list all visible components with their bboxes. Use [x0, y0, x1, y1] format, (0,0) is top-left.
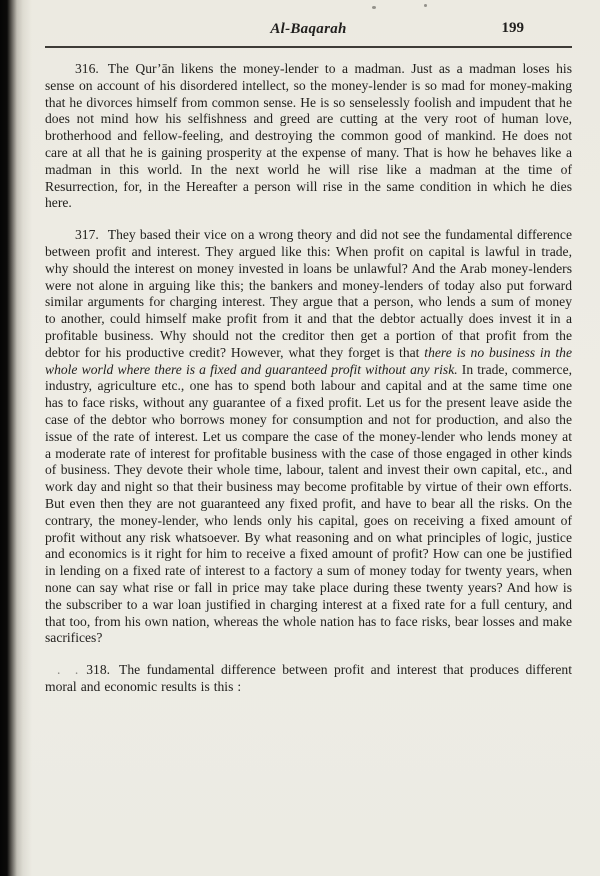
- page-number: 199: [501, 20, 524, 36]
- paragraph-text: The fundamental difference between profit and interest that produces different moral and economic results is this :: [45, 662, 572, 694]
- paragraph-number: 316.: [75, 61, 99, 76]
- paragraph-text: The Qur’ān likens the money-lender to a madman. Just as a madman loses his sense on account of his disordered intellect, so the money-lender is so mad for money-making that he divorces himself from common sense. He is so senselessly foolish and impudent that he does not mind how his selfishness and greed are cutting at the very root of human love, brotherhood and fellow-feeling, and destroying the common good of mankind. He does not care at all that he is gaining prosperity at the expense of many. That is how he behaves like a madman in this world. In the next world he will rise like a madman at the time of Resurrection, for, in the Hereafter a person will rise in the same condition in which he dies here.: [45, 61, 572, 211]
- page-content: [45, 20, 572, 696]
- paragraph-text: They based their vice on a wrong theory and did not see the fundamental difference between profit and interest. They argued like this: When profit on capital is lawful in trade, why should the interest on money invested in loans be unlawful? And the Arab money-lenders were not alone in arguing like this; the bankers and money-lenders of today also put forward similar arguments for charging interest. They argue that a person, who lends a sum of money to another, could himself make profit from it and that the debtor actually does invest it in a profitable business. Why should not the creditor then get a portion of that profit from the debtor for his productive credit? However, what they forget is that: [45, 227, 572, 360]
- italic-emphasis-text: there is no business in the whole world where there is a fixed and guaranteed profit without any risk.: [45, 344, 572, 377]
- paragraph-text: In trade, commerce, industry, agriculture etc., one has to spend both labour and capital and at the same time one has to face risks, without any guarantee of a fixed profit. Let us for the present leave aside the case of the debtor who borrows money for consumption and not for production, and also the issue of the rate of interest. Let us compare the case of the money-lender who lends money at a moderate rate of interest for profitable business with the case of those engaged in other kinds of business. They devote their whole time, labour, talent and invest their own capital, etc., and work day and night so that their business may become profitable by virtue of their own efforts. But even then they are not guaranteed any fixed profit, and have to bear all the risks. On the contrary, the money-lender, who lends only his capital, goes on receiving a fixed amount of profit without any risk whatsoever. By what reasoning and on what principles of logic, justice and economics is it right for him to receive a fixed amount of profit? How can one be justified in lending on a fixed rate of interest to a factory a sum of money today for twenty years, when none can say what rise or fall in price may take place during these twenty years? And how is the subscriber to a war loan justified in charging interest at a fixed rate for a full century, and that too, from his own nation, whereas the whole nation has to face risks, bear losses and make sacrifices?: [45, 361, 573, 646]
- scan-artifact: . .: [57, 662, 83, 678]
- paragraph-317: [45, 227, 572, 647]
- paragraph-number: 317.: [75, 227, 99, 243]
- scan-speck: [372, 6, 376, 9]
- scan-speck: [424, 4, 427, 7]
- paragraph-number: 318.: [86, 662, 111, 678]
- paragraph-318: [45, 662, 572, 696]
- paragraph-316: [45, 61, 572, 212]
- binding-edge-shadow: [0, 0, 32, 876]
- chapter-title: Al-Baqarah: [270, 21, 347, 37]
- page-header: [45, 20, 572, 48]
